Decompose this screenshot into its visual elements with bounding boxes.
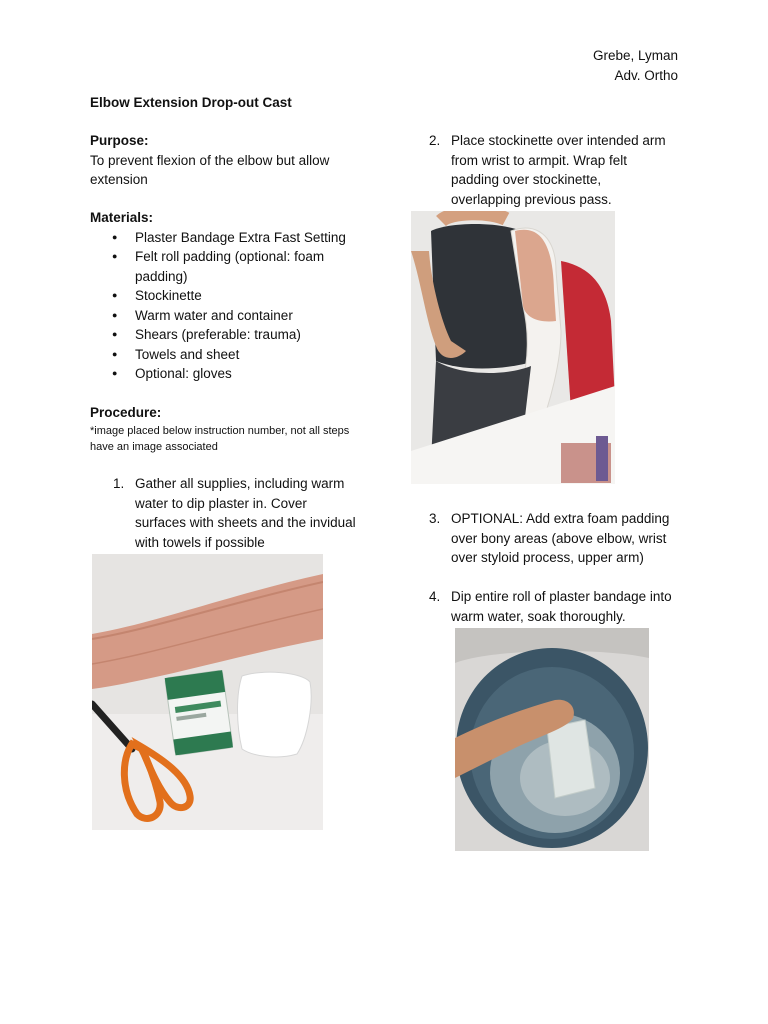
step-line: from wrist to armpit. Wrap felt <box>451 152 628 168</box>
document-title: Elbow Extension Drop-out Cast <box>90 95 292 110</box>
step-line: padding over stockinette, <box>451 172 602 187</box>
list-item: ● Warm water and container <box>90 306 390 326</box>
step-line: Place stockinette over intended arm <box>451 133 666 148</box>
list-item: ● Plaster Bandage Extra Fast Setting <box>90 228 390 248</box>
step-line: Gather all supplies, including warm <box>135 476 345 491</box>
step-4 <box>429 587 699 627</box>
step-line: water to dip plaster in. Cover <box>135 495 307 511</box>
list-item: ● Shears (preferable: trauma) <box>90 325 390 345</box>
purpose-line: extension <box>90 172 148 187</box>
course-name: Adv. Ortho <box>614 67 678 83</box>
step-line: warm water, soak thoroughly. <box>451 608 626 624</box>
list-item: ● Optional: gloves <box>90 364 390 384</box>
step-3 <box>429 509 699 569</box>
author-name: Grebe, Lyman <box>592 48 678 63</box>
stockinette-arm-photo <box>411 211 615 484</box>
step-1 <box>113 474 383 554</box>
procedure-section <box>90 403 390 455</box>
step-line: over styloid process, upper arm) <box>451 550 644 565</box>
step-2 <box>429 131 699 211</box>
procedure-heading: Procedure: <box>90 405 162 420</box>
water-bucket-photo <box>455 628 649 851</box>
step-line: surfaces with sheets and the invidual <box>135 515 356 530</box>
step-line: Dip entire roll of plaster bandage into <box>451 589 672 604</box>
purpose-section <box>90 131 390 190</box>
step-line: OPTIONAL: Add extra foam padding <box>451 511 670 526</box>
materials-heading: Materials: <box>90 210 154 225</box>
list-item: ● Felt roll padding (optional: foam padding) <box>90 247 390 286</box>
purpose-line: To prevent flexion of the elbow but allow <box>90 152 330 168</box>
procedure-note-line: *image placed below instruction number, not all steps <box>90 424 350 437</box>
procedure-note-line: have an image associated <box>90 440 218 453</box>
step-line: overlapping previous pass. <box>451 191 612 207</box>
purpose-heading: Purpose: <box>90 133 149 148</box>
step-line: over bony areas (above elbow, wrist <box>451 530 667 546</box>
step-number: 4. <box>429 589 441 604</box>
step-line: with towels if possible <box>135 534 265 550</box>
materials-list <box>90 228 390 384</box>
document-header <box>593 46 678 85</box>
step-number: 2. <box>429 133 441 148</box>
list-item: ● Towels and sheet <box>90 345 390 365</box>
step-number: 1. <box>113 476 125 491</box>
step-number: 3. <box>429 511 441 526</box>
list-item: ● Stockinette <box>90 286 390 306</box>
supplies-photo <box>92 554 323 830</box>
materials-section <box>90 208 390 384</box>
